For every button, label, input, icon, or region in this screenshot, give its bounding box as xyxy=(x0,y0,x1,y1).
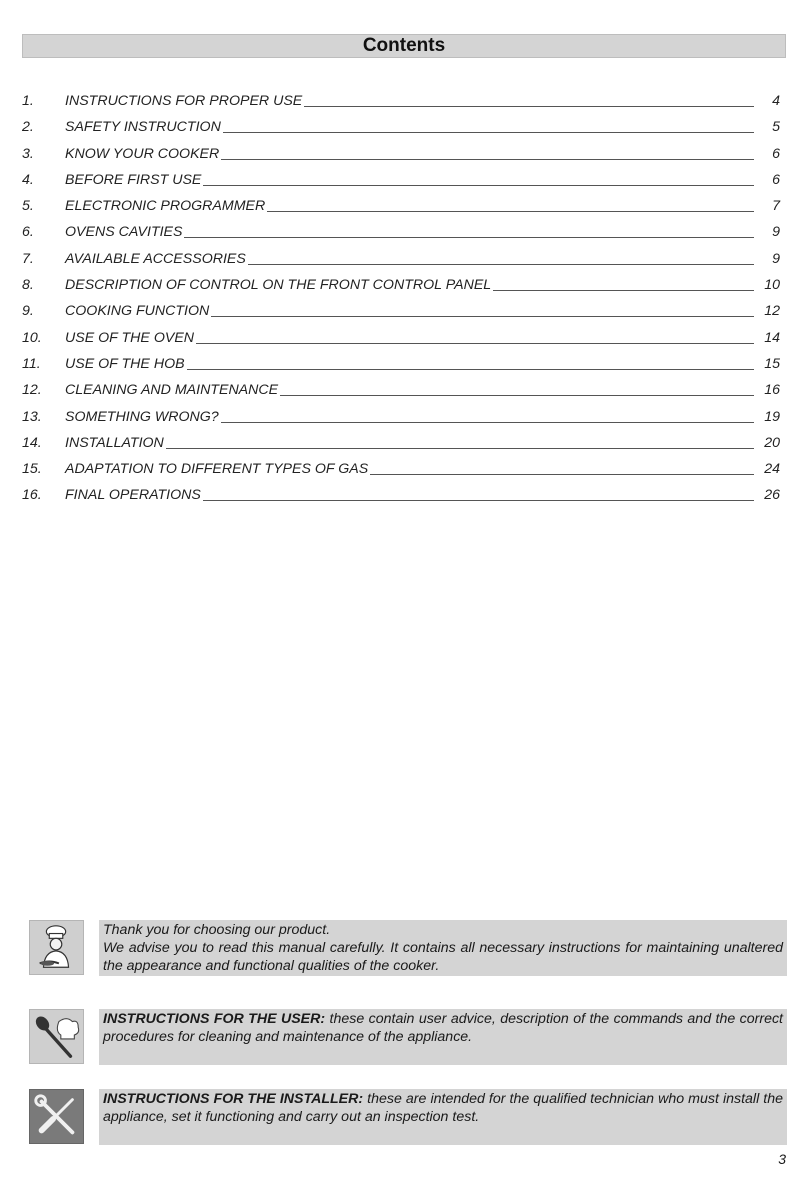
toc-entry-number: 7. xyxy=(22,250,34,267)
toc-entry-page: 14 xyxy=(764,329,780,346)
toc-entry-title: SAFETY INSTRUCTION xyxy=(65,119,221,136)
thank-you-line: Thank you for choosing our product. xyxy=(103,922,331,938)
toc-entry-title: FINAL OPERATIONS xyxy=(65,487,201,504)
toc-leader-line xyxy=(267,201,754,212)
toc-entry-title: USE OF THE OVEN xyxy=(65,329,195,346)
page-number: 3 xyxy=(778,1151,786,1167)
toc-entry-page: 5 xyxy=(772,119,780,136)
toc-entry-number: 5. xyxy=(22,198,34,215)
toc-leader-line xyxy=(223,122,754,133)
toc-entry-title: ELECTRONIC PROGRAMMER xyxy=(65,198,266,215)
toc-leader-line xyxy=(166,438,754,449)
toc-leader-line xyxy=(370,464,754,475)
toc-entry[interactable] xyxy=(22,224,780,250)
toc-leader-line xyxy=(187,359,754,370)
toc-entry-number: 3. xyxy=(22,145,34,162)
user-instructions-label: INSTRUCTIONS FOR THE USER: xyxy=(103,1011,326,1027)
thank-you-text-box xyxy=(99,920,787,976)
toc-leader-line xyxy=(248,254,754,265)
toc-entry-title: OVENS CAVITIES xyxy=(65,224,183,241)
toc-entry[interactable] xyxy=(22,277,780,303)
toc-entry-title: COOKING FUNCTION xyxy=(65,303,210,320)
toc-entry[interactable] xyxy=(22,409,780,435)
chef-icon xyxy=(29,920,84,975)
toc-entry-title: SOMETHING WRONG? xyxy=(65,408,219,425)
toc-entry-number: 1. xyxy=(22,93,34,109)
toc-entry-title: DESCRIPTION OF CONTROL ON THE FRONT CONTROL PANEL xyxy=(65,277,492,294)
toc-entry-number: 14. xyxy=(22,434,42,451)
toc-entry[interactable] xyxy=(22,435,780,461)
toc-leader-line xyxy=(221,149,754,160)
toc-entry-number: 11. xyxy=(22,355,41,372)
toc-entry-number: 13. xyxy=(22,408,42,425)
toc-leader-line xyxy=(304,96,754,107)
toc-entry-page: 4 xyxy=(772,93,780,109)
toc-leader-line xyxy=(493,280,754,291)
toc-entry[interactable] xyxy=(22,487,780,513)
toc-entry[interactable] xyxy=(22,119,780,145)
toc-entry-page: 15 xyxy=(764,355,780,372)
toc-entry-page: 6 xyxy=(772,171,780,188)
toc-entry-number: 9. xyxy=(22,303,34,320)
toc-entry-page: 9 xyxy=(772,224,780,241)
toc-entry[interactable] xyxy=(22,303,780,329)
toc-entry-page: 26 xyxy=(764,487,780,504)
toc-leader-line xyxy=(203,175,754,186)
user-instructions-text-box xyxy=(99,1009,787,1065)
toc-entry-title: INSTRUCTIONS FOR PROPER USE xyxy=(65,93,303,109)
toc-entry-number: 15. xyxy=(22,461,42,478)
table-of-contents xyxy=(22,93,780,514)
toc-leader-line xyxy=(211,306,754,317)
toc-entry-page: 6 xyxy=(772,145,780,162)
toc-entry[interactable] xyxy=(22,172,780,198)
toc-entry-title: BEFORE FIRST USE xyxy=(65,171,202,188)
toc-entry[interactable] xyxy=(22,93,780,119)
toc-leader-line xyxy=(203,490,754,501)
user-instructions-text: these contain user advice, description of the commands and the correct procedures for cleaning and maintenance of the appliance. xyxy=(103,1011,784,1045)
toc-entry[interactable] xyxy=(22,356,780,382)
toc-entry-page: 7 xyxy=(772,198,780,215)
toc-entry-page: 12 xyxy=(764,303,780,320)
installer-instructions-text: these are intended for the qualified technician who must install the appliance, set it functioning and carry out an inspection test. xyxy=(103,1091,783,1125)
toc-entry-title: KNOW YOUR COOKER xyxy=(65,145,220,162)
toc-leader-line xyxy=(196,333,754,344)
toc-entry-number: 16. xyxy=(22,487,42,504)
toc-entry-page: 24 xyxy=(764,461,780,478)
installer-instructions-label: INSTRUCTIONS FOR THE INSTALLER: xyxy=(103,1091,364,1107)
toc-entry-title: ADAPTATION TO DIFFERENT TYPES OF GAS xyxy=(65,461,369,478)
toc-entry[interactable] xyxy=(22,461,780,487)
toc-entry-page: 10 xyxy=(764,277,780,294)
toc-entry-page: 9 xyxy=(772,250,780,267)
installer-instructions-text-box xyxy=(99,1089,787,1145)
toc-entry-page: 20 xyxy=(764,434,780,451)
toc-entry-number: 2. xyxy=(22,119,34,136)
toc-entry-page: 19 xyxy=(764,408,780,425)
wrench-screwdriver-icon xyxy=(29,1089,84,1144)
toc-entry-title: USE OF THE HOB xyxy=(65,355,185,372)
toc-leader-line xyxy=(184,227,754,238)
toc-entry-number: 6. xyxy=(22,224,34,241)
toc-entry-title: CLEANING AND MAINTENANCE xyxy=(65,382,279,399)
toc-entry[interactable] xyxy=(22,330,780,356)
advice-text: We advise you to read this manual carefully. It contains all necessary instructions for maintaining unaltered the appearance and functional qualities of the cooker. xyxy=(103,940,783,974)
toc-entry-number: 4. xyxy=(22,171,34,188)
toc-entry-title: INSTALLATION xyxy=(65,434,164,451)
toc-entry[interactable] xyxy=(22,382,780,408)
toc-entry-number: 10. xyxy=(22,329,42,346)
spoon-chef-hat-icon xyxy=(29,1009,84,1064)
toc-entry-page: 16 xyxy=(764,382,780,399)
toc-leader-line xyxy=(221,412,754,423)
toc-entry[interactable] xyxy=(22,146,780,172)
toc-entry-number: 8. xyxy=(22,277,34,294)
toc-entry-title: AVAILABLE ACCESSORIES xyxy=(65,250,246,267)
toc-entry-number: 12. xyxy=(22,382,42,399)
toc-leader-line xyxy=(280,385,754,396)
page-title: Contents xyxy=(22,34,786,58)
toc-entry[interactable] xyxy=(22,198,780,224)
toc-entry[interactable] xyxy=(22,251,780,277)
